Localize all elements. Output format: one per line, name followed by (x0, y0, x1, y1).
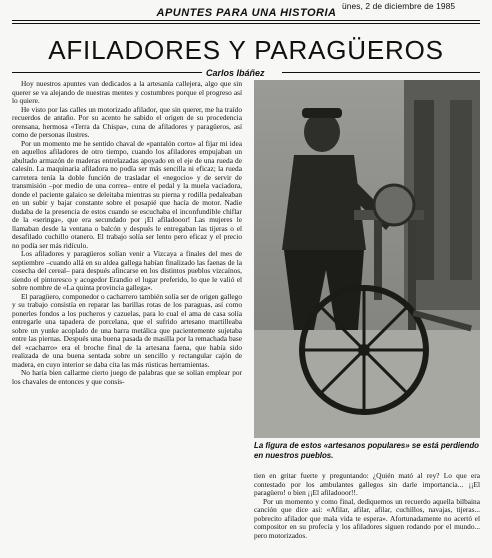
author-rule-right (282, 72, 480, 73)
paragraph: Por un momento me he sentido chaval de «pantalón corto» al fijar mi idea en aquellos afiladores de otro tiempo, cuando los afiladores empujaban un abultado armazón de maderas entrelazadas apoyado en el eje de una rueda de calesín. La maquinaria afiladora no podía ser más sencilla ni eficaz; la rueda carretera tenía la doble función de trasladar el «negocio» y de servir de transmisión –por medio de una correa– entre el pedal y la muela vaciadora, donde el paciente galaico se deleitaba mientras su pierna y rodilla pedaleaban en un subir y bajar constante sobre el posapié que hacía de motor. Nadie dudaba de la presencia de estos cuando se escuchaba el inconfundible chiflar de la «seringa», que era secundado por ¡El afiladooor! Las mujeres le llamaban desde la ventana o balcón y después le entregaban las tijeras o el desafilado cuchillo otanero. El trabajo solía ser lento pero eficaz y el precio no podía ser más ridículo. (12, 138, 242, 250)
photo-caption: La figura de estos «artesanos populares» se está perdiendo en nuestros pueblos. (254, 441, 479, 460)
article-body-continued (254, 472, 480, 540)
grinder-photo-illustration (254, 80, 480, 438)
paragraph: El paragüero, componedor o cacharrero también solía ser de origen gallego y su trabajo consistía en reparar las barillas rotas de los paraguas, así como ponerles fondos a los pucheros y cazuelas, para lo cual el ama de casa solía entregarle una tapadera de porcelana, que el sufrido artesano martilleaba sobre un yunke acoplado de una barra metálica que pacientemente sujetaba entre las piernas. Después una buena pasada de masilla por la remachada base del «cacharro» era el broche final de la artesana faena, que había sido realizada de una buena sentada sobre un sencillo y rectangular cajón de madera, en cuyo interior se daba cita las más rústicas herramientas. (12, 291, 242, 369)
top-rule (12, 20, 480, 21)
issue-date: ünes, 2 de diciembre de 1985 (342, 1, 456, 11)
author-rule-left (12, 72, 202, 73)
paragraph: tien en gritar fuerte y preguntando: ¿Quién mató al rey? Lo que era contestado por los ambulantes gallegos sin darle importancia... ¡¡El paragüero! o bien ¡¡El afiladooor!!. (254, 471, 480, 497)
paragraph: He visto por las calles un motorizado afilador, que sin querer, me ha traído recuerdos de antaño. Por su acento he sabido el origen de su procedencia orensana, hermosa «Terra da Chispa», cuna de afiladores y paragüeros, así como de personas ilustres. (12, 104, 242, 139)
paragraph: Por un momento y como final, dediquemos un recuerdo aquella bilbaina canción que dice así: «Afilar, afilar, afilar, cuchillos, navajas, tijeras... pobrecito afilador que mala vida te espera». Afortunadamente no acertó el compositor en su profecía y los afiladores siguen rodando por el mundo... pero motorizados. (254, 496, 480, 540)
paragraph: Hoy nuestros apuntes van dedicados a la artesanía callejera, algo que sin querer se va alejando de nuestras mentes y costumbres porque el progreso así lo quiere. (12, 79, 242, 105)
photo-knife-grinder (254, 80, 480, 438)
paragraph: No haría bien callarme cierto juego de palabras que se solían emplear por los chavales de entonces y que consis- (12, 368, 242, 386)
section-heading: APUNTES PARA UNA HISTORIA (156, 7, 337, 19)
paragraph: Los afiladores y paragüeros solían venir a Vizcaya a finales del mes de septiembre –cuando allá en su aldea gallega habían finalizado las faenas de la cosecha del cereal– para después afincarse en los distintos pueblos vizcaínos, siendo el pintoresco y acogedor Erandio el lugar preferido, lo que le valió el sobre nombre de «La quinta provincia gallega». (12, 249, 242, 292)
title-top-rule (12, 23, 480, 24)
article-title: AFILADORES Y PARAGÜEROS (48, 35, 444, 65)
article-author: Carlos Ibáñez (206, 68, 265, 78)
article-body (12, 80, 242, 386)
